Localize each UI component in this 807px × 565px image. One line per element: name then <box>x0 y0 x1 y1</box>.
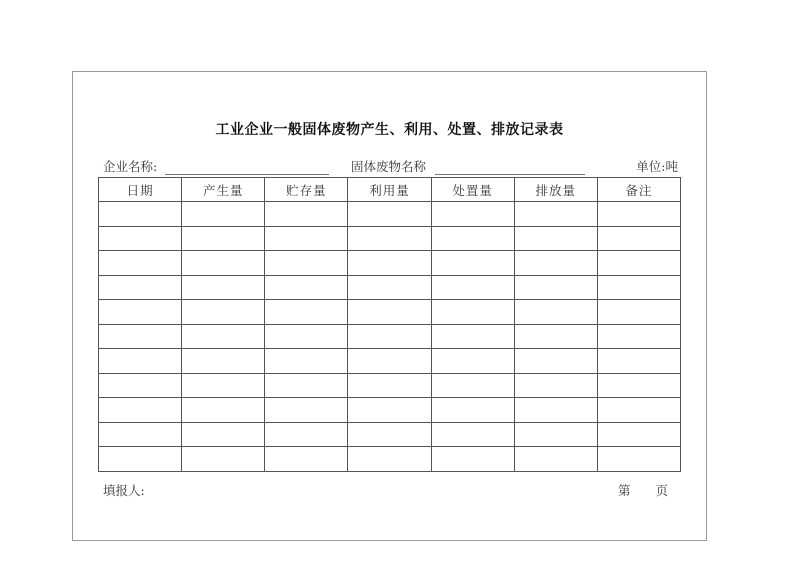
table-cell[interactable] <box>431 373 514 398</box>
table-cell[interactable] <box>99 202 182 227</box>
table-cell[interactable] <box>182 202 265 227</box>
table-cell[interactable] <box>431 422 514 447</box>
table-cell[interactable] <box>265 349 348 374</box>
filler-label: 填报人: <box>103 483 145 498</box>
table-cell[interactable] <box>514 251 597 276</box>
table-cell[interactable] <box>514 324 597 349</box>
table-row <box>99 349 681 374</box>
table-cell[interactable] <box>265 226 348 251</box>
table-cell[interactable] <box>182 275 265 300</box>
column-header: 利用量 <box>348 178 431 202</box>
column-header: 备注 <box>597 178 680 202</box>
table-body <box>99 202 681 472</box>
table-cell[interactable] <box>597 324 680 349</box>
table-cell[interactable] <box>431 324 514 349</box>
table-cell[interactable] <box>99 422 182 447</box>
table-row <box>99 251 681 276</box>
table-cell[interactable] <box>265 447 348 472</box>
column-header: 处置量 <box>431 178 514 202</box>
form-title: 工业企业一般固体废物产生、利用、处置、排放记录表 <box>215 122 564 138</box>
table-cell[interactable] <box>514 447 597 472</box>
table-cell[interactable] <box>514 373 597 398</box>
table-cell[interactable] <box>348 324 431 349</box>
table-cell[interactable] <box>597 373 680 398</box>
table-cell[interactable] <box>99 226 182 251</box>
table-cell[interactable] <box>265 398 348 423</box>
table-cell[interactable] <box>431 275 514 300</box>
record-form-sheet <box>72 71 707 541</box>
table-row <box>99 275 681 300</box>
table-cell[interactable] <box>182 447 265 472</box>
column-header: 排放量 <box>514 178 597 202</box>
company-name-label: 企业名称: <box>103 159 158 174</box>
record-table <box>98 177 681 472</box>
table-cell[interactable] <box>348 275 431 300</box>
table-row <box>99 422 681 447</box>
table-cell[interactable] <box>99 300 182 325</box>
table-header-row <box>99 178 681 202</box>
table-cell[interactable] <box>182 300 265 325</box>
table-row <box>99 373 681 398</box>
table-cell[interactable] <box>514 349 597 374</box>
table-cell[interactable] <box>431 226 514 251</box>
company-name-field[interactable] <box>165 174 329 175</box>
table-cell[interactable] <box>514 226 597 251</box>
table-cell[interactable] <box>597 251 680 276</box>
table-cell[interactable] <box>265 275 348 300</box>
table-cell[interactable] <box>348 251 431 276</box>
table-cell[interactable] <box>348 349 431 374</box>
table-cell[interactable] <box>431 447 514 472</box>
table-cell[interactable] <box>348 300 431 325</box>
table-cell[interactable] <box>431 202 514 227</box>
table-row <box>99 202 681 227</box>
table-cell[interactable] <box>348 398 431 423</box>
page-number-label: 第 页 <box>617 483 668 498</box>
table-cell[interactable] <box>597 275 680 300</box>
table-cell[interactable] <box>99 447 182 472</box>
table-cell[interactable] <box>514 275 597 300</box>
column-header: 产生量 <box>182 178 265 202</box>
column-header: 日期 <box>99 178 182 202</box>
waste-name-field[interactable] <box>435 174 585 175</box>
waste-name-label: 固体废物名称 <box>351 159 427 174</box>
table-cell[interactable] <box>514 300 597 325</box>
table-cell[interactable] <box>514 422 597 447</box>
table-cell[interactable] <box>348 447 431 472</box>
column-header: 贮存量 <box>265 178 348 202</box>
table-row <box>99 447 681 472</box>
table-cell[interactable] <box>597 422 680 447</box>
table-cell[interactable] <box>431 300 514 325</box>
table-row <box>99 398 681 423</box>
table-cell[interactable] <box>348 202 431 227</box>
table-cell[interactable] <box>99 251 182 276</box>
table-cell[interactable] <box>99 373 182 398</box>
table-cell[interactable] <box>597 349 680 374</box>
table-cell[interactable] <box>265 422 348 447</box>
table-cell[interactable] <box>265 300 348 325</box>
table-cell[interactable] <box>514 398 597 423</box>
unit-label: 单位:吨 <box>636 159 678 174</box>
table-cell[interactable] <box>597 447 680 472</box>
table-cell[interactable] <box>514 202 597 227</box>
table-cell[interactable] <box>265 324 348 349</box>
table-cell[interactable] <box>99 324 182 349</box>
table-cell[interactable] <box>182 398 265 423</box>
table-cell[interactable] <box>431 349 514 374</box>
table-cell[interactable] <box>597 202 680 227</box>
table-cell[interactable] <box>597 398 680 423</box>
table-cell[interactable] <box>182 226 265 251</box>
table-cell[interactable] <box>597 226 680 251</box>
table-cell[interactable] <box>431 251 514 276</box>
table-cell[interactable] <box>597 300 680 325</box>
table-cell[interactable] <box>348 373 431 398</box>
table-row <box>99 226 681 251</box>
table-cell[interactable] <box>182 251 265 276</box>
table-cell[interactable] <box>182 422 265 447</box>
table-cell[interactable] <box>348 226 431 251</box>
table-cell[interactable] <box>431 398 514 423</box>
table-cell[interactable] <box>182 324 265 349</box>
table-cell[interactable] <box>99 275 182 300</box>
table-row <box>99 300 681 325</box>
table-row <box>99 324 681 349</box>
table-cell[interactable] <box>265 373 348 398</box>
table-cell[interactable] <box>99 349 182 374</box>
table-cell[interactable] <box>99 398 182 423</box>
table-cell[interactable] <box>265 202 348 227</box>
table-cell[interactable] <box>265 251 348 276</box>
table-cell[interactable] <box>182 373 265 398</box>
table-cell[interactable] <box>182 349 265 374</box>
table-cell[interactable] <box>348 422 431 447</box>
